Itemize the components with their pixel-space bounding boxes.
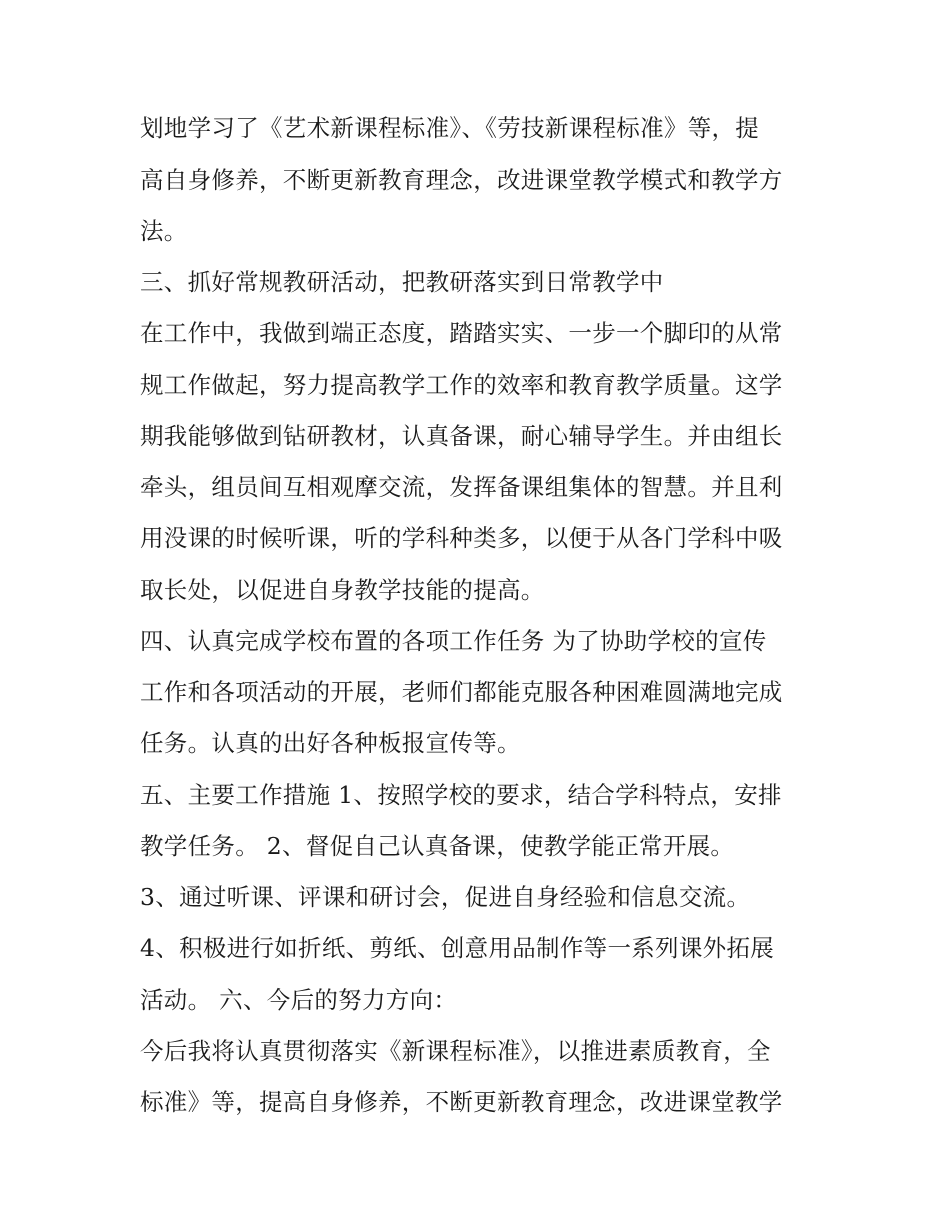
text-line: 期我能够做到钻研教材，认真备课，耐心辅导学生。并由组长 (140, 422, 783, 450)
text-line: 用没课的时候听课，听的学科种类多，以便于从各门学科中吸 (140, 524, 783, 552)
text-line: 牵头，组员间互相观摩交流，发挥备课组集体的智慧。并且利 (140, 473, 783, 501)
text-line: 3、通过听课、评课和研讨会，促进自身经验和信息交流。 (140, 883, 751, 911)
text-line: 教学任务。 2、督促自己认真备课，使教学能正常开展。 (140, 832, 735, 860)
text-line: 法。 (140, 217, 188, 245)
text-line: 标准》等，提高自身修养，不断更新教育理念，改进课堂教学 (140, 1088, 783, 1116)
text-line: 工作和各项活动的开展，老师们都能克服各种困难圆满地完成 (140, 678, 783, 706)
text-line: 取长处，以促进自身教学技能的提高。 (140, 576, 545, 604)
section-heading: 三、抓好常规教研活动，把教研落实到日常教学中 (140, 268, 664, 296)
section-heading: 四、认真完成学校布置的各项工作任务 为了协助学校的宣传 (140, 627, 767, 655)
text-line: 在工作中，我做到端正态度，踏踏实实、一步一个脚印的从常 (140, 319, 783, 347)
text-line: 今后我将认真贯彻落实《新课程标准》，以推进素质教育，全 (140, 1037, 771, 1065)
text-line: 划地学习了《艺术新课程标准》、《劳技新课程标准》等，提 (140, 114, 760, 142)
text-line: 任务。认真的出好各种板报宣传等。 (140, 729, 521, 757)
text-line: 活动。 六、今后的努力方向： (140, 986, 458, 1014)
section-heading: 五、主要工作措施 1、按照学校的要求，结合学科特点，安排 (140, 781, 782, 809)
text-line: 4、积极进行如折纸、剪纸、创意用品制作等一系列课外拓展 (140, 934, 775, 962)
text-line: 高自身修养，不断更新教育理念，改进课堂教学模式和教学方 (140, 166, 783, 194)
text-line: 规工作做起，努力提高教学工作的效率和教育教学质量。这学 (140, 371, 783, 399)
